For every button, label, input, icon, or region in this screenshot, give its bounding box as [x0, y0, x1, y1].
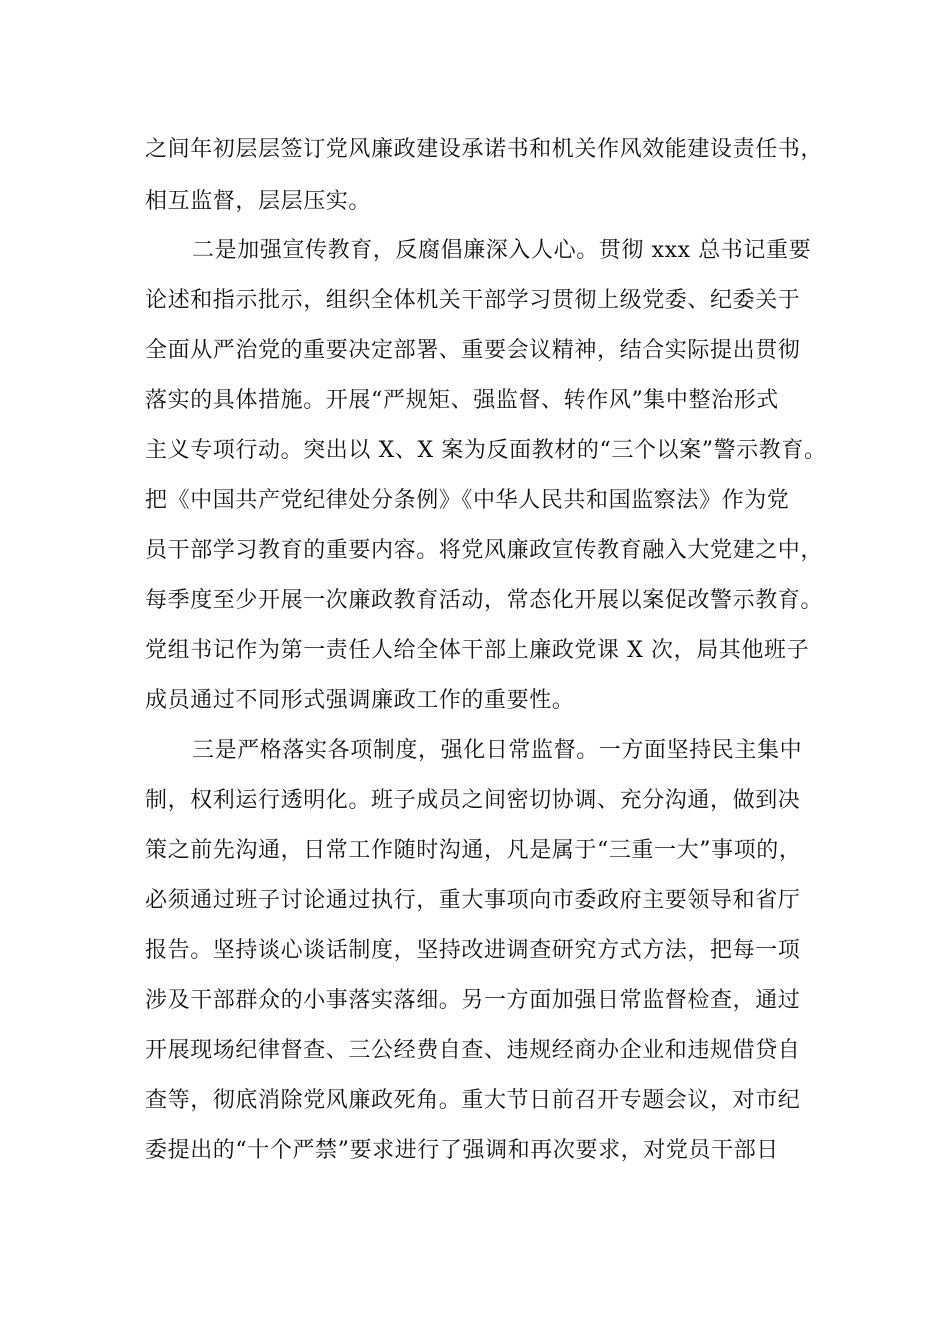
text-line: 开展现场纪律督查、三公经费自查、违规经商办企业和违规借贷自: [145, 1038, 801, 1063]
text-line: 落实的具体措施。开展“严规矩、强监督、转作风”集中整治形式: [145, 388, 779, 413]
text-line: 查等，彻底消除党风廉政死角。重大节日前召开专题会议，对市纪: [145, 1088, 801, 1113]
paragraph-start-line: 二是加强宣传教育，反腐倡廉深入人心。贯彻 xxx 总书记重要: [192, 238, 812, 263]
text-line: 委提出的“十个严禁”要求进行了强调和再次要求，对党员干部日: [145, 1138, 779, 1163]
text-line: 策之前先沟通，日常工作随时沟通，凡是属于“三重一大”事项的，: [145, 838, 802, 863]
text-line: 之间年初层层签订党风廉政建设承诺书和机关作风效能建设责任书，: [145, 137, 824, 162]
text-line: 每季度至少开展一次廉政教育活动，常态化开展以案促改警示教育。: [145, 588, 824, 613]
text-line: 把《中国共产党纪律处分条例》《中华人民共和国监察法》作为党: [145, 488, 790, 513]
text-line: 党组书记作为第一责任人给全体干部上廉政党课 X 次，局其他班子: [145, 638, 810, 663]
text-line: 涉及干部群众的小事落实落细。另一方面加强日常监督检查，通过: [145, 988, 801, 1013]
text-line: 全面从严治党的重要决定部署、重要会议精神，结合实际提出贯彻: [145, 338, 801, 363]
text-line: 制，权利运行透明化。班子成员之间密切协调、充分沟通，做到决: [145, 788, 801, 813]
text-line: 报告。坚持谈心谈话制度，坚持改进调查研究方式方法，把每一项: [145, 938, 801, 963]
text-line: 相互监督，层层压实。: [145, 189, 372, 214]
text-line: 成员通过不同形式强调廉政工作的重要性。: [145, 688, 575, 713]
paragraph-start-line: 三是严格落实各项制度，强化日常监督。一方面坚持民主集中: [192, 738, 803, 763]
text-line: 论述和指示批示，组织全体机关干部学习贯彻上级党委、纪委关于: [145, 288, 801, 313]
text-line: 主义专项行动。突出以 X、X 案为反面教材的“三个以案”警示教育。: [145, 438, 827, 463]
text-line: 员干部学习教育的重要内容。将党风廉政宣传教育融入大党建之中，: [145, 538, 824, 563]
text-line: 必须通过班子讨论通过执行，重大事项向市委政府主要领导和省厅: [145, 888, 801, 913]
